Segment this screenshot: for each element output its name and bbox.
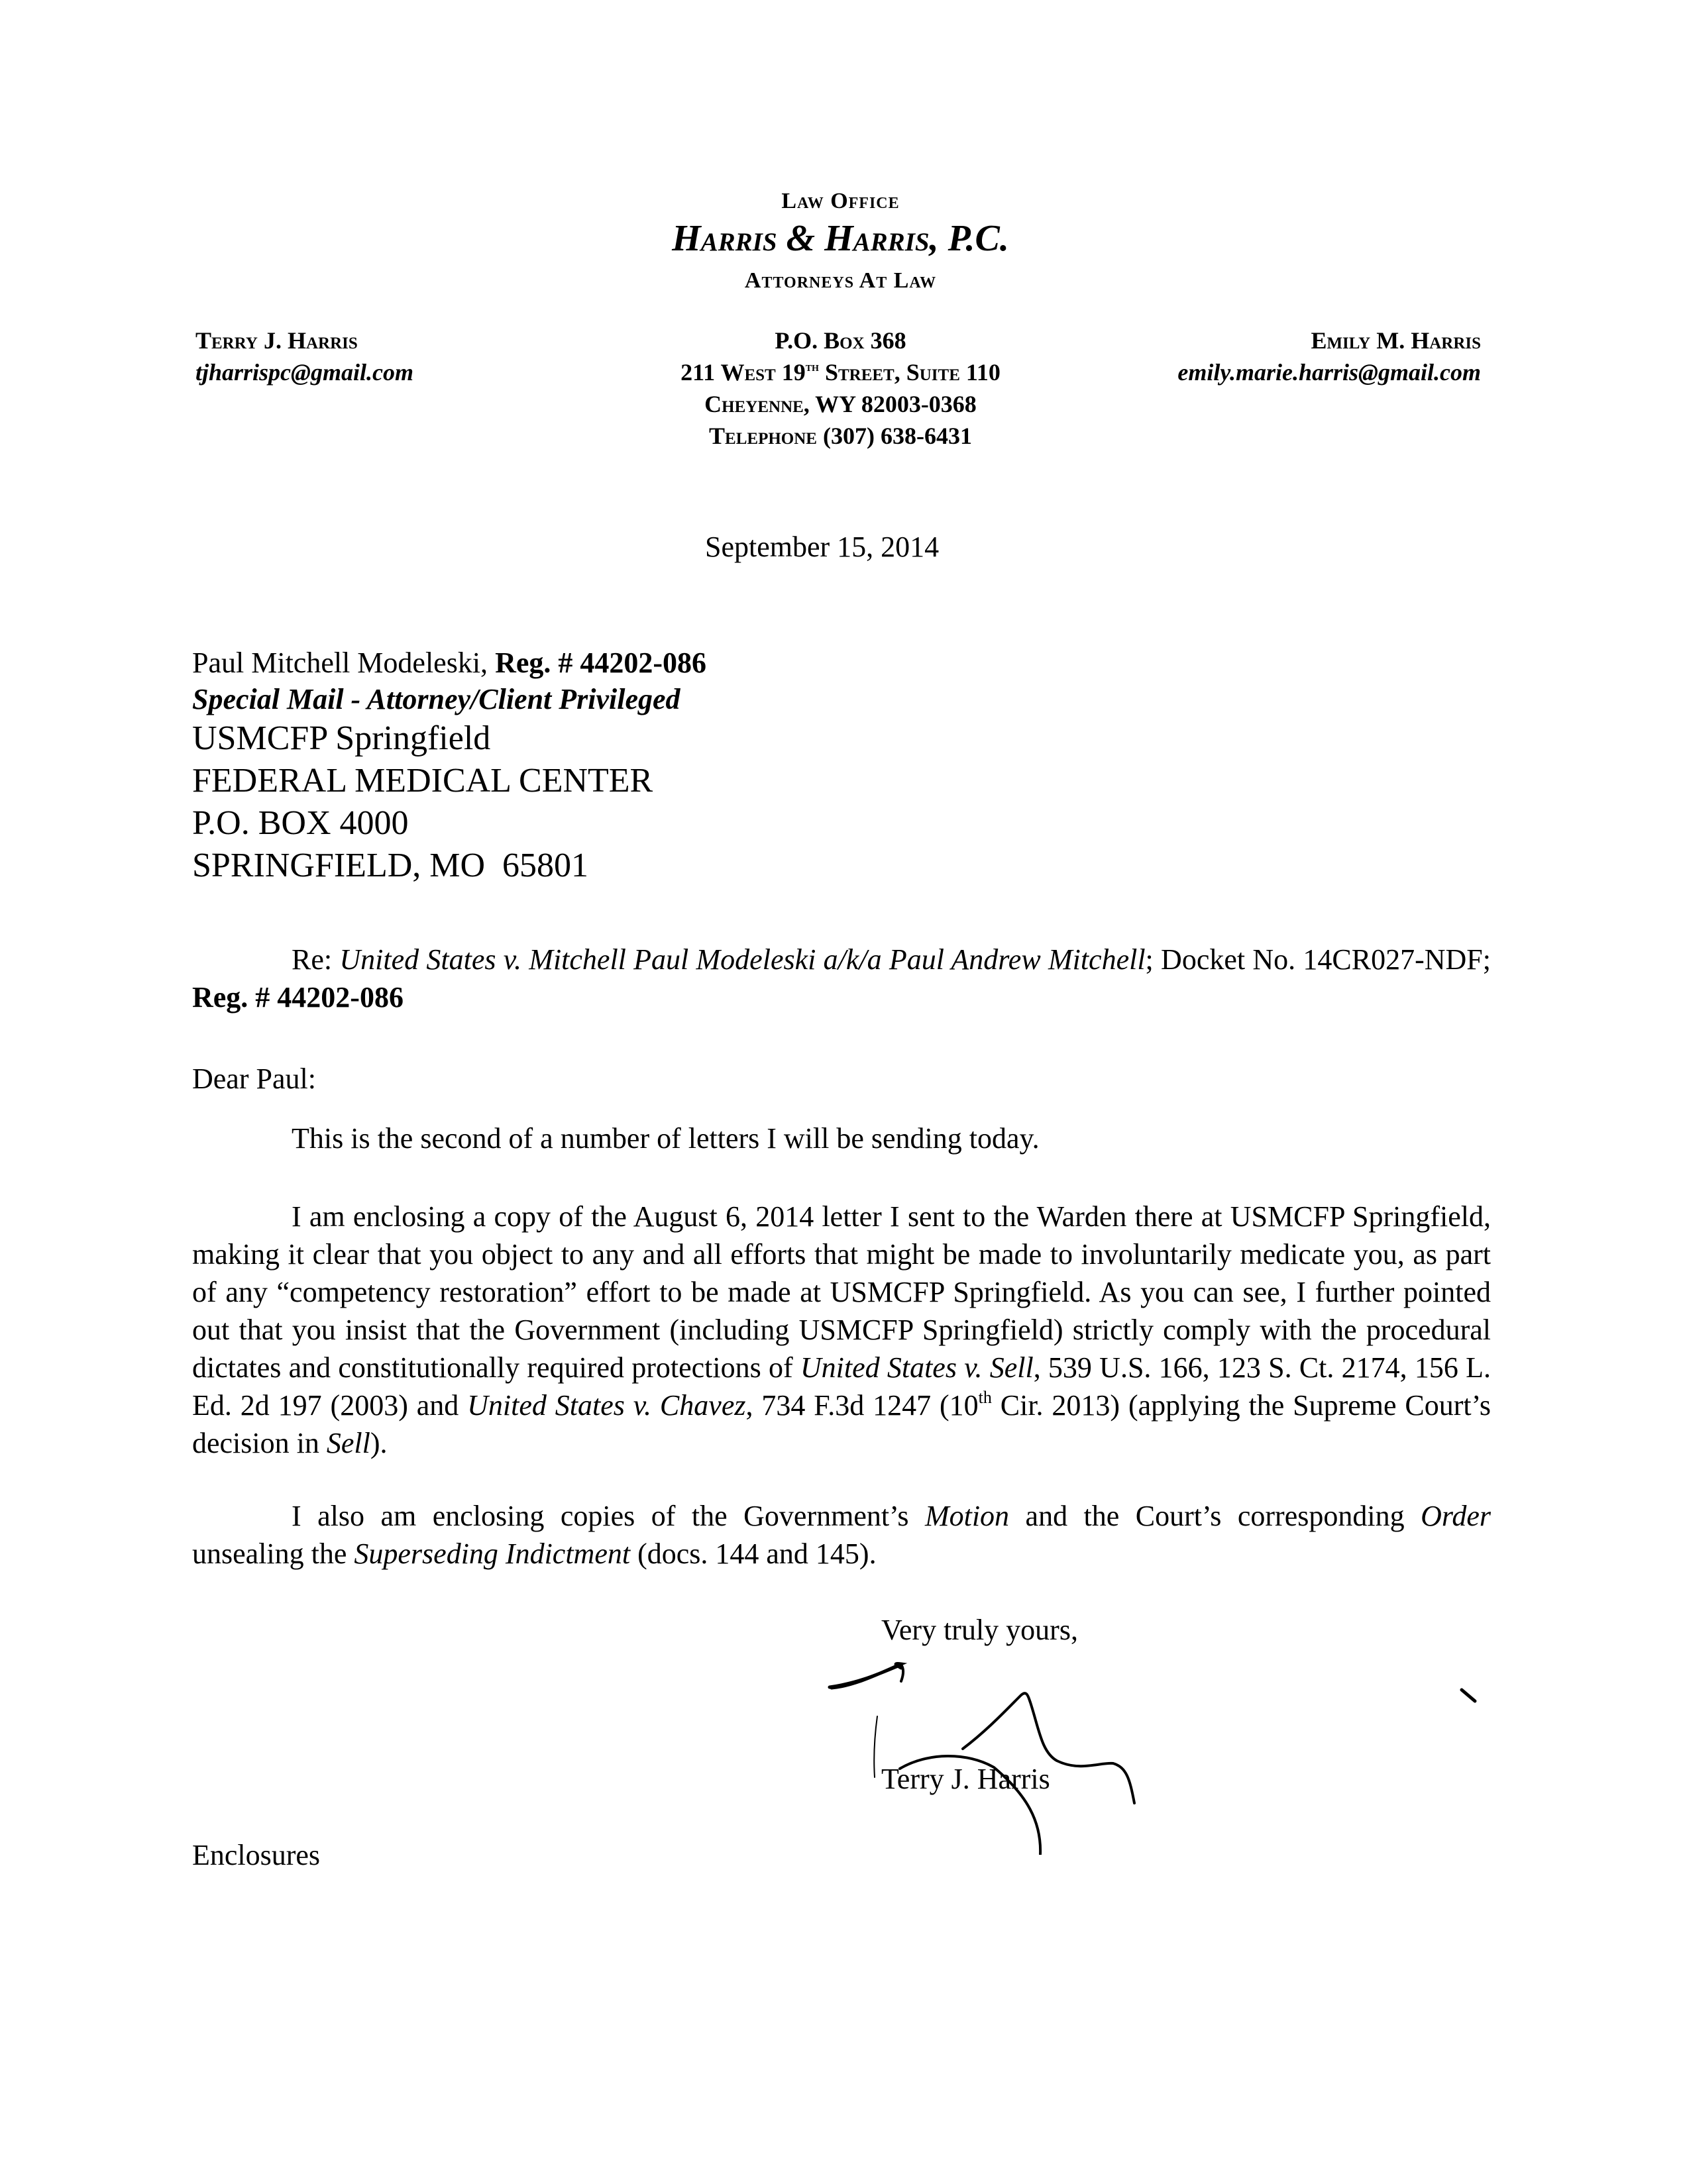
- letterhead-po-box: P.O. Box 368: [775, 327, 906, 354]
- recipient-center: FEDERAL MEDICAL CENTER: [192, 762, 653, 800]
- signature-stroke-flourish: [832, 1665, 903, 1688]
- salutation: Dear Paul:: [192, 1063, 316, 1095]
- attorney-email-terry[interactable]: tjharrispc@gmail.com: [195, 359, 413, 386]
- enclosures-note: Enclosures: [192, 1839, 321, 1871]
- letter-date: September 15, 2014: [705, 531, 940, 563]
- re-line: [192, 941, 1491, 1016]
- recipient-name-line: [192, 645, 706, 681]
- letterhead-law-office: Law Office: [781, 189, 900, 213]
- p3-text-4: (docs. 144 and 145).: [630, 1537, 877, 1570]
- ordinal-superscript: th: [978, 1388, 992, 1407]
- paragraph-1: This is the second of a number of letters I will be sending today.: [292, 1122, 1040, 1155]
- p2-text-4: Cir. 2013) (applying the Supreme Court’s decision in: [192, 1389, 1491, 1459]
- doc-order: Order: [1421, 1500, 1491, 1532]
- signature-stroke-underline: [830, 1664, 901, 1688]
- doc-superseding-indictment: Superseding Indictment: [354, 1537, 631, 1570]
- closing: Very truly yours,: [881, 1614, 1078, 1646]
- recipient-city-state-zip: SPRINGFIELD, MO 65801: [192, 847, 589, 884]
- p2-text-1: I am enclosing a copy of the August 6, 2014 letter I sent to the Warden there at USMCFP Springfield, making it clear that you object to any and all efforts that might be made to involuntarily medicate you, as part of any “competency restoration” effort to be made at USMCFP Springfield. As you can see, I further pointed out that you insist that the Government (including USMCFP Springfield) strictly comply with the procedural dictates and constitutionally required protections of: [192, 1200, 1491, 1384]
- recipient-po-box: P.O. BOX 4000: [192, 804, 409, 842]
- street-suffix: Street, Suite 110: [818, 359, 1001, 386]
- letterhead-attorneys-at-law: Attorneys At Law: [744, 268, 937, 293]
- recipient-reg-number: Reg. # 44202-086: [495, 647, 707, 679]
- attorney-name-emily: Emily M. Harris: [1311, 327, 1481, 354]
- letterhead-telephone: Telephone (307) 638-6431: [709, 423, 972, 449]
- re-prefix: Re:: [292, 943, 340, 976]
- doc-motion: Motion: [924, 1500, 1010, 1532]
- recipient-name: Paul Mitchell Modeleski,: [192, 647, 496, 679]
- signer-name: Terry J. Harris: [881, 1763, 1050, 1795]
- p3-text-2: and the Court’s corresponding: [1009, 1500, 1421, 1532]
- re-case-name: United States v. Mitchell Paul Modeleski a/k/a Paul Andrew Mitchell: [339, 943, 1146, 976]
- handwritten-signature: [795, 1557, 1458, 1855]
- street-prefix: 211 West 19: [680, 359, 806, 386]
- p2-text-2: , 539 U.S. 166, 123 S. Ct. 2174, 156 L. Ed. 2d 197 (2003) and: [192, 1351, 1491, 1422]
- case-short-sell: Sell: [326, 1427, 370, 1459]
- p3-text-1: I also am enclosing copies of the Government’s: [292, 1500, 925, 1532]
- case-citation-sell: United States v. Sell: [800, 1351, 1034, 1384]
- paragraph-2: [192, 1198, 1491, 1462]
- signature-stroke-vertical: [874, 1716, 877, 1777]
- case-citation-chavez: United States v. Chavez: [467, 1389, 746, 1422]
- p2-text-5: ).: [370, 1427, 388, 1459]
- recipient-facility: USMCFP Springfield: [192, 719, 491, 757]
- recipient-address-block: [192, 645, 706, 887]
- signature-stray-mark: [1391, 1643, 1557, 1742]
- special-mail-notice: Special Mail - Attorney/Client Privileged: [192, 683, 680, 715]
- attorney-name-terry: Terry J. Harris: [195, 327, 358, 354]
- letterhead-firm-name: Harris & Harris, P.C.: [672, 218, 1009, 259]
- street-ordinal: th: [805, 360, 819, 374]
- p2-text-3: , 734 F.3d 1247 (10: [745, 1389, 979, 1422]
- letterhead-city-state-zip: Cheyenne, WY 82003-0368: [704, 391, 977, 417]
- re-reg-number: Reg. # 44202-086: [192, 981, 404, 1014]
- letterhead-right-attorney: [1177, 325, 1481, 388]
- re-docket: ; Docket No. 14CR027-NDF;: [1145, 943, 1491, 976]
- attorney-email-emily[interactable]: emily.marie.harris@gmail.com: [1177, 359, 1481, 386]
- p3-text-3: unsealing the: [192, 1537, 354, 1570]
